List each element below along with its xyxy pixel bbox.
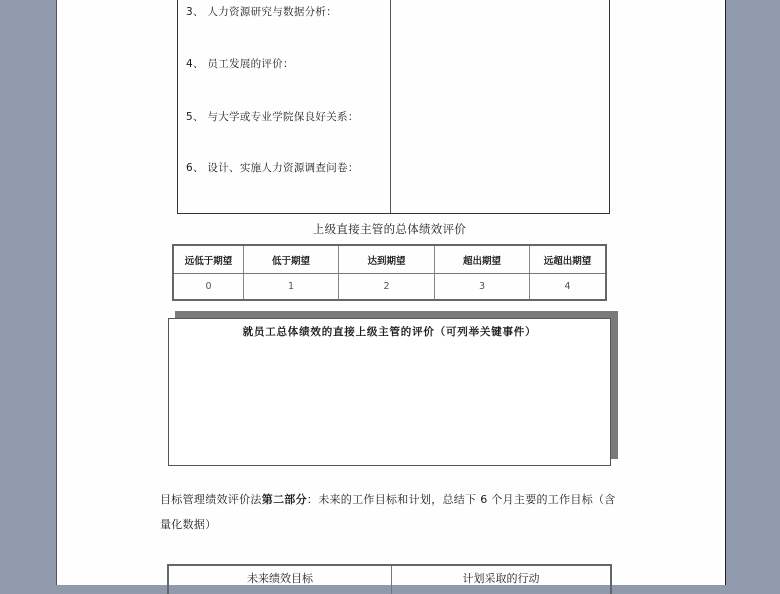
goals-header-planned-actions: 计划采取的行动 [462,572,540,585]
rating-value-cell: 3 [435,274,530,299]
duty-item [186,4,337,19]
rating-value-cell: 2 [339,274,435,299]
rating-header-cell: 远低于期望 [174,246,244,273]
right-margin [726,0,780,585]
rating-caption: 上级直接主管的总体绩效评价 [312,222,467,236]
rating-value-cell: 1 [244,274,339,299]
rating-header-cell: 达到期望 [339,246,435,273]
section2-text: ：未来的工作目标和计划，总结下 6 个月主要的工作目标（含 [306,493,616,506]
rating-header-cell: 低于期望 [244,246,339,273]
rating-table [172,244,607,301]
duty-item [186,56,294,71]
goals-table [167,564,612,594]
left-margin [0,0,56,585]
duty-number: 6、 [186,162,204,174]
duty-number: 3、 [186,6,204,18]
duty-text: 人力资源研究与数据分析： [207,6,338,18]
duty-text: 设计、实施人力资源调查问卷： [207,162,359,174]
rating-header-row [174,246,605,274]
rating-header-cell: 超出期望 [435,246,530,273]
duty-item [186,109,359,124]
supervisor-comment-box [168,318,611,466]
duties-table [177,0,610,214]
goals-header-future-targets: 未来绩效目标 [247,572,313,585]
duty-text: 员工发展的评价： [207,58,294,70]
duty-number: 5、 [186,111,204,123]
section2-prefix: 目标管理绩效评价法 [160,493,262,506]
section2-paragraph-line2: 量化数据） [160,518,217,531]
duty-text: 与大学或专业学院保良好关系： [207,111,359,123]
rating-header-cell: 远超出期望 [543,255,592,267]
duty-number: 4、 [186,58,204,70]
rating-value-cell: 4 [564,281,571,292]
section2-paragraph-line1 [160,491,616,507]
section2-heading: 第二部分 [261,493,307,506]
rating-values-row [174,274,605,299]
rating-value-cell: 0 [174,274,244,299]
column-divider [390,0,391,213]
duty-item [186,160,359,175]
comment-box-title: 就员工总体绩效的直接上级主管的评价（可列举关键事件） [242,326,537,338]
